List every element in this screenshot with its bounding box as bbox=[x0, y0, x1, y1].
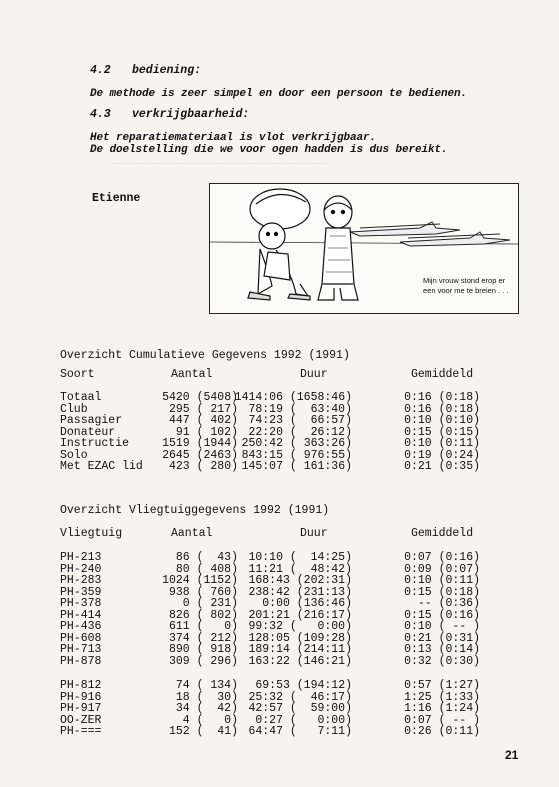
average-cell: 0:13 (0:14) bbox=[404, 643, 480, 656]
section-title: bediening: bbox=[132, 64, 202, 77]
average-cell: 0:57 (1:27) bbox=[404, 679, 480, 692]
row-label: Instructie bbox=[60, 437, 130, 450]
row-label: PH-916 bbox=[60, 690, 102, 704]
cumulative-table bbox=[60, 369, 480, 473]
duration-cell: 22:20 ( 26:12) bbox=[248, 425, 352, 439]
row-label: OO-ZER bbox=[60, 713, 102, 727]
table-row bbox=[60, 575, 480, 587]
average-cell: 0:10 (0:10) bbox=[404, 414, 480, 427]
average-cell: 0:15 (0:16) bbox=[404, 608, 480, 622]
column-header: Duur bbox=[300, 368, 328, 381]
table-row bbox=[60, 598, 480, 610]
row-label: PH-608 bbox=[60, 631, 102, 645]
average-cell: 0:07 (0:16) bbox=[404, 551, 480, 564]
table-row bbox=[60, 726, 480, 738]
count-cell: 80 ( 408) bbox=[175, 562, 238, 576]
duration-cell: 69:53 (194:12) bbox=[255, 679, 352, 692]
row-label: PH-283 bbox=[60, 574, 102, 587]
count-cell: 309 ( 296) bbox=[168, 654, 238, 668]
column-header: Vliegtuig bbox=[60, 527, 123, 540]
row-label: PH-812 bbox=[60, 679, 102, 692]
duration-cell: 128:05 (109:28) bbox=[248, 631, 352, 645]
count-cell: 2645 (2463) bbox=[162, 448, 238, 462]
average-cell: 0:26 (0:11) bbox=[404, 725, 480, 738]
section-number: 4.3 bbox=[90, 108, 111, 121]
count-cell: 86 ( 43) bbox=[175, 551, 238, 564]
duration-cell: 64:47 ( 7:11) bbox=[248, 725, 352, 738]
duration-cell: 201:21 (216:17) bbox=[248, 608, 352, 622]
table-row bbox=[60, 621, 480, 633]
duration-cell: 74:23 ( 66:57) bbox=[248, 414, 352, 427]
row-label: PH-213 bbox=[60, 551, 102, 564]
duration-cell: 1414:06 (1658:46) bbox=[234, 391, 352, 404]
count-cell: 423 ( 280) bbox=[168, 460, 238, 473]
column-header: Aantal bbox=[171, 368, 213, 381]
average-cell: 0:16 (0:18) bbox=[404, 391, 480, 404]
duration-cell: 0:00 (136:46) bbox=[262, 597, 352, 610]
author-signature: Etienne bbox=[92, 192, 141, 205]
count-cell: 5420 (5408) bbox=[162, 391, 238, 404]
average-cell: 0:21 (0:31) bbox=[404, 631, 480, 645]
column-header: Gemiddeld bbox=[411, 527, 474, 540]
duration-cell: 168:43 (202:31) bbox=[248, 574, 352, 587]
section-title: verkrijgbaarheid: bbox=[132, 108, 250, 121]
average-cell: 1:16 (1:24) bbox=[404, 702, 480, 715]
average-cell: 1:25 (1:33) bbox=[404, 690, 480, 704]
average-cell: 0:19 (0:24) bbox=[404, 448, 480, 462]
duration-cell: 163:22 (146:21) bbox=[248, 654, 352, 668]
verkrijgbaarheid-line: De doelstelling die we voor ogen hadden is dus bereikt. bbox=[90, 144, 448, 156]
table-row bbox=[60, 552, 480, 564]
column-header: Duur bbox=[300, 527, 328, 540]
aircraft-table-title: Overzicht Vliegtuiggegevens 1992 (1991) bbox=[60, 504, 330, 517]
average-cell: 0:32 (0:30) bbox=[404, 654, 480, 668]
table-header-row bbox=[60, 528, 480, 542]
count-cell: 18 ( 30) bbox=[175, 690, 238, 704]
cumulative-table-title: Overzicht Cumulatieve Gegevens 1992 (1991) bbox=[60, 349, 350, 362]
count-cell: 91 ( 102) bbox=[175, 425, 238, 439]
count-cell: 1519 (1944) bbox=[162, 437, 238, 450]
count-cell: 447 ( 402) bbox=[168, 414, 238, 427]
cartoon-illustration bbox=[209, 183, 519, 314]
count-cell: 4 ( 0) bbox=[182, 713, 238, 727]
duration-cell: 189:14 (214:11) bbox=[248, 643, 352, 656]
duration-cell: 78:19 ( 63:40) bbox=[248, 402, 352, 416]
row-label: Passagier bbox=[60, 414, 123, 427]
bleed-through: ──────────────────────────── bbox=[110, 158, 329, 170]
row-label: Club bbox=[60, 402, 88, 416]
section-heading-verkrijgbaarheid bbox=[90, 108, 249, 121]
row-label: PH-414 bbox=[60, 608, 102, 622]
bediening-text: De methode is zeer simpel en door een persoon te bedienen. bbox=[90, 88, 468, 100]
cumulative-table-body bbox=[60, 392, 480, 473]
row-label: PH-713 bbox=[60, 643, 102, 656]
table-row bbox=[60, 461, 480, 473]
table-row bbox=[60, 415, 480, 427]
duration-cell: 238:42 (231:13) bbox=[248, 585, 352, 599]
average-cell: 0:09 (0:07) bbox=[404, 562, 480, 576]
count-cell: 938 ( 760) bbox=[168, 585, 238, 599]
section-heading-bediening bbox=[90, 64, 201, 77]
verkrijgbaarheid-line: Het reparatiemateriaal is vlot verkrijgbaar. bbox=[90, 132, 377, 144]
cartoon-caption bbox=[423, 276, 513, 296]
count-cell: 826 ( 802) bbox=[168, 608, 238, 622]
table-row bbox=[60, 703, 480, 715]
count-cell: 152 ( 41) bbox=[168, 725, 238, 738]
caption-line: Mijn vrouw stond erop er bbox=[423, 276, 506, 285]
average-cell: 0:15 (0:18) bbox=[404, 585, 480, 599]
count-cell: 34 ( 42) bbox=[175, 702, 238, 715]
average-cell: 0:07 ( -- ) bbox=[404, 713, 480, 727]
aircraft-table bbox=[60, 528, 480, 738]
page-number: 21 bbox=[505, 748, 519, 762]
count-cell: 295 ( 217) bbox=[168, 402, 238, 416]
aircraft-table-body bbox=[60, 552, 480, 738]
row-label: PH-378 bbox=[60, 597, 102, 610]
row-label: Totaal bbox=[60, 391, 102, 404]
average-cell: 0:10 (0:11) bbox=[404, 574, 480, 587]
count-cell: 890 ( 918) bbox=[168, 643, 238, 656]
duration-cell: 0:27 ( 0:00) bbox=[255, 713, 352, 727]
row-label: Solo bbox=[60, 448, 88, 462]
count-cell: 374 ( 212) bbox=[168, 631, 238, 645]
row-label: PH-=== bbox=[60, 725, 102, 738]
row-label: PH-878 bbox=[60, 654, 102, 668]
table-row bbox=[60, 656, 480, 668]
table-row bbox=[60, 438, 480, 450]
column-header: Gemiddeld bbox=[411, 368, 474, 381]
caption-line: een voor me te breien . . . bbox=[423, 286, 509, 295]
row-label: PH-436 bbox=[60, 620, 102, 633]
table-row bbox=[60, 392, 480, 404]
duration-cell: 10:10 ( 14:25) bbox=[248, 551, 352, 564]
section-number: 4.2 bbox=[90, 64, 111, 77]
column-header: Aantal bbox=[171, 527, 213, 540]
row-label: Donateur bbox=[60, 425, 116, 439]
duration-cell: 42:57 ( 59:00) bbox=[248, 702, 352, 715]
table-header-row bbox=[60, 369, 480, 383]
average-cell: 0:15 (0:15) bbox=[404, 425, 480, 439]
average-cell: 0:10 ( -- ) bbox=[404, 620, 480, 633]
table-row bbox=[60, 644, 480, 656]
average-cell: 0:10 (0:11) bbox=[404, 437, 480, 450]
column-header: Soort bbox=[60, 368, 95, 381]
count-cell: 1024 (1152) bbox=[162, 574, 238, 587]
row-label: Met EZAC lid bbox=[60, 460, 143, 473]
duration-cell: 250:42 ( 363:26) bbox=[241, 437, 352, 450]
duration-cell: 25:32 ( 46:17) bbox=[248, 690, 352, 704]
count-cell: 74 ( 134) bbox=[175, 679, 238, 692]
duration-cell: 99:32 ( 0:00) bbox=[248, 620, 352, 633]
row-label: PH-240 bbox=[60, 562, 102, 576]
count-cell: 0 ( 231) bbox=[182, 597, 238, 610]
table-row bbox=[60, 680, 480, 692]
average-cell: 0:21 (0:35) bbox=[404, 460, 480, 473]
duration-cell: 843:15 ( 976:55) bbox=[241, 448, 352, 462]
row-label: PH-917 bbox=[60, 702, 102, 715]
average-cell: -- (0:36) bbox=[417, 597, 480, 610]
average-cell: 0:16 (0:18) bbox=[404, 402, 480, 416]
row-label: PH-359 bbox=[60, 585, 102, 599]
duration-cell: 11:21 ( 48:42) bbox=[248, 562, 352, 576]
duration-cell: 145:07 ( 161:36) bbox=[241, 460, 352, 473]
count-cell: 611 ( 0) bbox=[168, 620, 238, 633]
